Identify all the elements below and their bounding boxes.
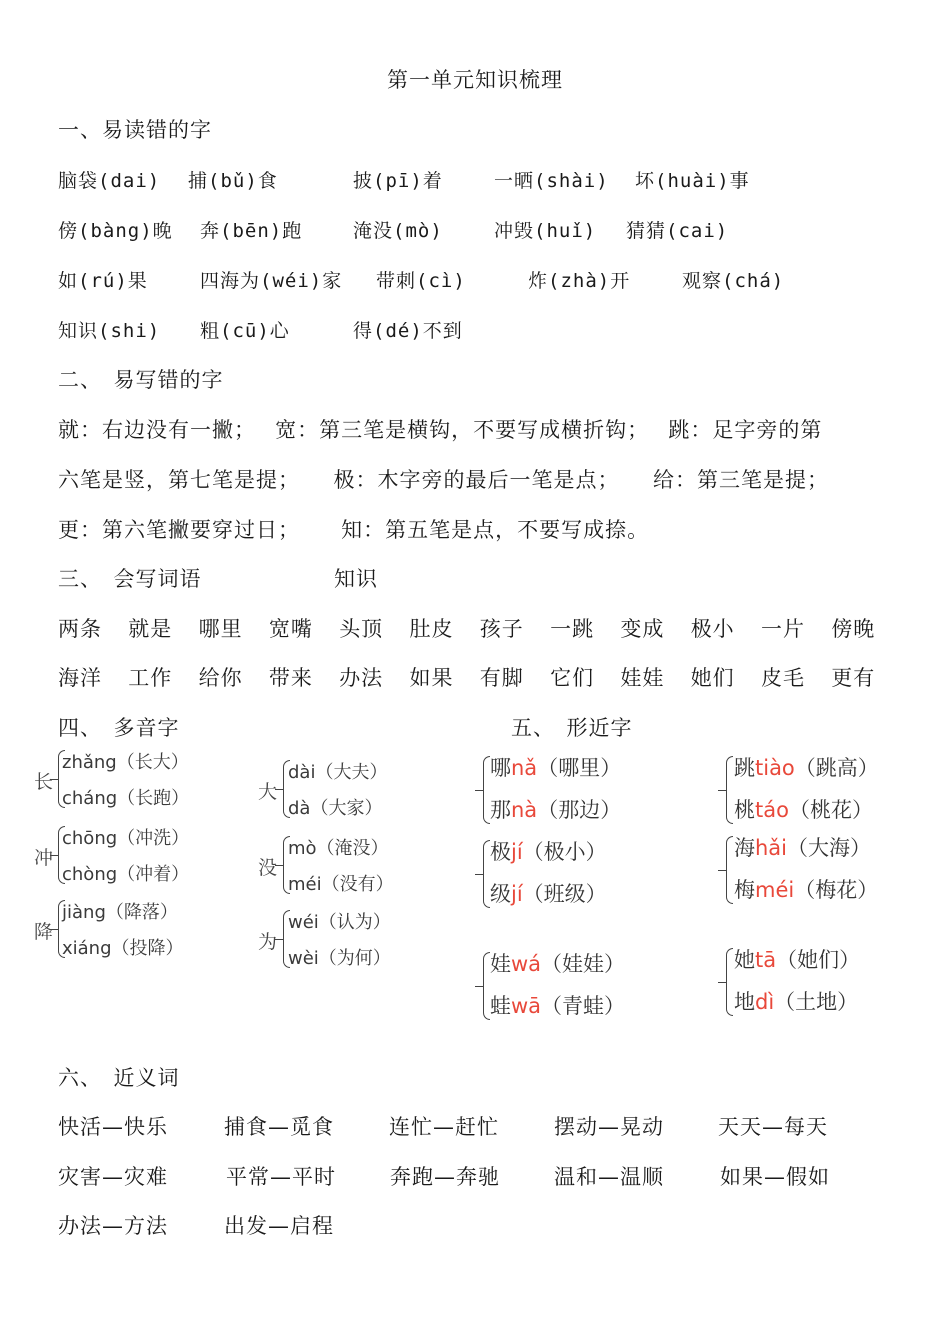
brace [483, 756, 490, 824]
word-item: 两条 [58, 617, 102, 641]
pinyin: xiáng [62, 938, 112, 959]
paren: （ [117, 788, 136, 809]
pinyin: tiào [755, 756, 795, 780]
similar-char-entry [734, 986, 858, 1016]
word-item: 肚皮 [409, 617, 454, 641]
word-item: 皮毛 [761, 666, 805, 690]
reading-item: 四海为(wéi)家 [200, 270, 343, 292]
reading-item: 坏(huài)事 [635, 170, 750, 192]
brace [726, 948, 733, 1016]
paren: （ [541, 952, 563, 976]
word-item: 更有 [831, 666, 876, 690]
reading-item: 如(rú)果 [58, 270, 148, 292]
brace [726, 756, 733, 824]
word-item: 它们 [550, 666, 595, 690]
character: 桃 [734, 798, 755, 822]
synonym-pair: 出发—启程 [224, 1214, 334, 1238]
paren: ） [369, 762, 388, 783]
character: 哪 [490, 756, 511, 780]
paren: （ [105, 902, 124, 923]
section-4-heading: 四、 多音字 [58, 716, 180, 740]
pinyin: jí [511, 882, 523, 906]
word-item: 孩子 [479, 617, 524, 641]
paren: （ [776, 948, 798, 972]
example-word: 梅花 [815, 878, 858, 902]
paren: （ [117, 828, 136, 849]
paren: （ [788, 798, 810, 822]
synonym-pair: 天天—每天 [718, 1115, 828, 1139]
synonym-pair: 平常—平时 [226, 1165, 336, 1189]
synonym-pair: 办法—方法 [58, 1214, 168, 1238]
paren: ） [600, 798, 622, 822]
paren: ） [159, 902, 178, 923]
reading-item: 脑袋(dai) [58, 170, 161, 192]
example-word: 土地 [795, 990, 838, 1014]
example-word: 大夫 [333, 762, 370, 783]
brace [726, 836, 733, 904]
example-word: 淹没 [334, 838, 371, 859]
synonym-pair: 捕食—觅食 [224, 1115, 334, 1139]
character: 海 [734, 836, 755, 860]
paren: （ [111, 938, 130, 959]
reading-item: 一晒(shài) [494, 170, 609, 192]
writing-note-line: 就：右边没有一撇； 宽：第三笔是横钩，不要写成横折钩； 跳：足字旁的第 [58, 418, 823, 442]
word-item: 娃娃 [620, 666, 665, 690]
reading-item: 带刺(cì) [376, 270, 466, 292]
example-word: 投降 [129, 938, 166, 959]
pinyin: méi [755, 878, 795, 902]
character: 她 [734, 948, 755, 972]
character: 级 [490, 882, 511, 906]
word-item: 头顶 [339, 617, 384, 641]
example-word: 冲洗 [135, 828, 172, 849]
pinyin: chòng [62, 864, 118, 885]
writing-note-line: 六笔是竖，第七笔是提； 极：木字旁的最后一笔是点； 给：第三笔是提； [58, 468, 829, 492]
paren: （ [522, 882, 544, 906]
reading-item: 炸(zhà)开 [528, 270, 631, 292]
paren: ） [857, 878, 879, 902]
pinyin: wèi [288, 948, 319, 969]
paren: （ [318, 948, 337, 969]
polyphone-reading [288, 794, 382, 820]
polyphone-char: 长 [34, 771, 54, 793]
character: 梅 [734, 878, 755, 902]
word-item: 一片 [761, 617, 805, 641]
character: 跳 [734, 756, 755, 780]
reading-item: 披(pī)着 [353, 170, 443, 192]
section-3-extra: 知识 [334, 567, 378, 591]
paren: ） [372, 948, 391, 969]
paren: （ [116, 752, 135, 773]
word-item: 傍晚 [831, 617, 876, 641]
paren: （ [318, 912, 337, 933]
example-word: 青蛙 [562, 994, 605, 1018]
pinyin: wá [511, 952, 542, 976]
paren: ） [585, 882, 607, 906]
polyphone-reading [288, 944, 391, 970]
synonym-pair: 如果—假如 [720, 1165, 830, 1189]
paren: ） [372, 912, 391, 933]
paren: ） [171, 828, 190, 849]
paren: （ [316, 838, 335, 859]
pinyin: táo [755, 798, 789, 822]
synonym-pair: 摆动—晃动 [554, 1115, 664, 1139]
word-item: 带来 [268, 666, 313, 690]
polyphone-reading [288, 870, 394, 896]
paren: （ [537, 756, 559, 780]
word-item: 就是 [128, 617, 173, 641]
pinyin: tā [755, 948, 777, 972]
reading-item: 冲毁(huǐ) [494, 220, 597, 242]
pinyin: hǎi [755, 836, 788, 860]
paren: （ [541, 994, 563, 1018]
pinyin: dà [288, 798, 311, 819]
paren: ） [171, 788, 190, 809]
section-3-heading: 三、 会写词语 [58, 567, 202, 591]
reading-item: 傍(bàng)晚 [58, 220, 173, 242]
character: 那 [490, 798, 511, 822]
example-word: 那边 [558, 798, 601, 822]
paren: ） [165, 938, 184, 959]
example-word: 为何 [336, 948, 373, 969]
paren: ） [364, 798, 383, 819]
character: 娃 [490, 952, 511, 976]
example-word: 她们 [797, 948, 840, 972]
polyphone-reading [62, 860, 189, 886]
reading-item: 知识(shi) [58, 320, 161, 342]
reading-item: 粗(cū)心 [200, 320, 290, 342]
section-6-heading: 六、 近义词 [58, 1066, 180, 1090]
example-word: 极小 [543, 840, 586, 864]
example-word: 降落 [123, 902, 160, 923]
reading-item: 猜猜(cai) [626, 220, 729, 242]
example-word: 哪里 [558, 756, 601, 780]
reading-item: 捕(bǔ)食 [188, 170, 278, 192]
pinyin: méi [288, 874, 322, 895]
synonym-pair: 灾害—灾难 [58, 1165, 168, 1189]
paren: ） [851, 798, 873, 822]
example-word: 没有 [339, 874, 376, 895]
example-word: 桃花 [809, 798, 852, 822]
word-item: 一跳 [550, 617, 595, 641]
page-title: 第一单元知识梳理 [387, 68, 563, 92]
writing-note-line: 更：第六笔撇要穿过日； 知：第五笔是点，不要写成捺。 [58, 518, 650, 542]
polyphone-reading [288, 908, 391, 934]
reading-item: 观察(chá) [682, 270, 785, 292]
pinyin: chōng [62, 828, 118, 849]
example-word: 冲着 [135, 864, 172, 885]
example-word: 跳高 [815, 756, 858, 780]
example-word: 大家 [328, 798, 365, 819]
similar-char-entry [490, 990, 625, 1020]
example-word: 长跑 [135, 788, 172, 809]
paren: （ [794, 756, 816, 780]
paren: ） [839, 948, 861, 972]
word-item: 海洋 [58, 666, 102, 690]
polyphone-char: 没 [258, 857, 278, 879]
polyphone-char: 大 [258, 781, 278, 803]
character: 蛙 [490, 994, 511, 1018]
reading-item: 得(dé)不到 [353, 320, 463, 342]
pinyin: mò [288, 838, 317, 859]
example-word: 班级 [543, 882, 586, 906]
word-item: 给你 [198, 666, 243, 690]
paren: ） [170, 752, 189, 773]
synonym-pair: 温和—温顺 [554, 1165, 664, 1189]
synonym-pair: 快活—快乐 [58, 1115, 168, 1139]
polyphone-reading [62, 934, 184, 960]
polyphone-char: 为 [258, 931, 278, 953]
section-1-heading: 一、易读错的字 [58, 118, 212, 142]
similar-char-entry [490, 752, 621, 782]
paren: （ [787, 836, 809, 860]
word-item: 变成 [620, 617, 665, 641]
paren: （ [321, 874, 340, 895]
paren: ） [370, 838, 389, 859]
pinyin: nǎ [511, 756, 538, 780]
example-word: 认为 [336, 912, 373, 933]
paren: ） [850, 836, 872, 860]
paren: ） [600, 756, 622, 780]
paren: （ [794, 878, 816, 902]
example-word: 娃娃 [562, 952, 605, 976]
similar-char-entry [734, 874, 878, 904]
paren: ） [375, 874, 394, 895]
similar-char-entry [734, 752, 879, 782]
polyphone-reading [62, 824, 189, 850]
similar-char-entry [490, 794, 621, 824]
similar-char-entry [490, 878, 607, 908]
polyphone-reading [288, 758, 387, 784]
paren: （ [117, 864, 136, 885]
polyphone-reading [62, 898, 178, 924]
polyphone-reading [62, 784, 189, 810]
example-word: 长大 [134, 752, 171, 773]
polyphone-char: 冲 [34, 847, 54, 869]
pinyin: jiàng [62, 902, 106, 923]
polyphone-reading [62, 748, 189, 774]
pinyin: nà [511, 798, 538, 822]
paren: （ [537, 798, 559, 822]
word-item: 如果 [409, 666, 454, 690]
paren: ） [837, 990, 859, 1014]
paren: （ [310, 798, 329, 819]
synonym-pair: 连忙—赶忙 [389, 1115, 499, 1139]
paren: ） [585, 840, 607, 864]
word-item: 有脚 [479, 666, 524, 690]
section-2-heading: 二、 易写错的字 [58, 368, 224, 392]
paren: ） [171, 864, 190, 885]
pinyin: wéi [288, 912, 319, 933]
paren: ） [604, 952, 626, 976]
example-word: 大海 [808, 836, 851, 860]
word-item: 极小 [690, 617, 735, 641]
word-item: 哪里 [198, 617, 243, 641]
pinyin: jí [511, 840, 523, 864]
paren: （ [774, 990, 796, 1014]
pinyin: wā [511, 994, 542, 1018]
reading-item: 奔(bēn)跑 [200, 220, 303, 242]
polyphone-reading [288, 834, 389, 860]
similar-char-entry [490, 836, 607, 866]
word-item: 宽嘴 [268, 617, 313, 641]
pinyin: dì [755, 990, 775, 1014]
similar-char-entry [734, 944, 860, 974]
section-5-heading: 五、 形近字 [511, 716, 633, 740]
brace [483, 952, 490, 1020]
similar-char-entry [734, 832, 871, 862]
character: 地 [734, 990, 755, 1014]
synonym-pair: 奔跑—奔驰 [390, 1165, 500, 1189]
paren: ） [857, 756, 879, 780]
polyphone-char: 降 [34, 921, 54, 943]
pinyin: dài [288, 762, 316, 783]
paren: ） [604, 994, 626, 1018]
brace [483, 840, 490, 908]
similar-char-entry [490, 948, 625, 978]
similar-char-entry [734, 794, 873, 824]
character: 极 [490, 840, 511, 864]
reading-item: 淹没(mò) [353, 220, 443, 242]
paren: （ [315, 762, 334, 783]
pinyin: zhǎng [62, 752, 117, 773]
word-item: 工作 [128, 666, 173, 690]
word-item: 办法 [339, 666, 384, 690]
paren: （ [522, 840, 544, 864]
word-item: 她们 [690, 666, 735, 690]
pinyin: cháng [62, 788, 118, 809]
